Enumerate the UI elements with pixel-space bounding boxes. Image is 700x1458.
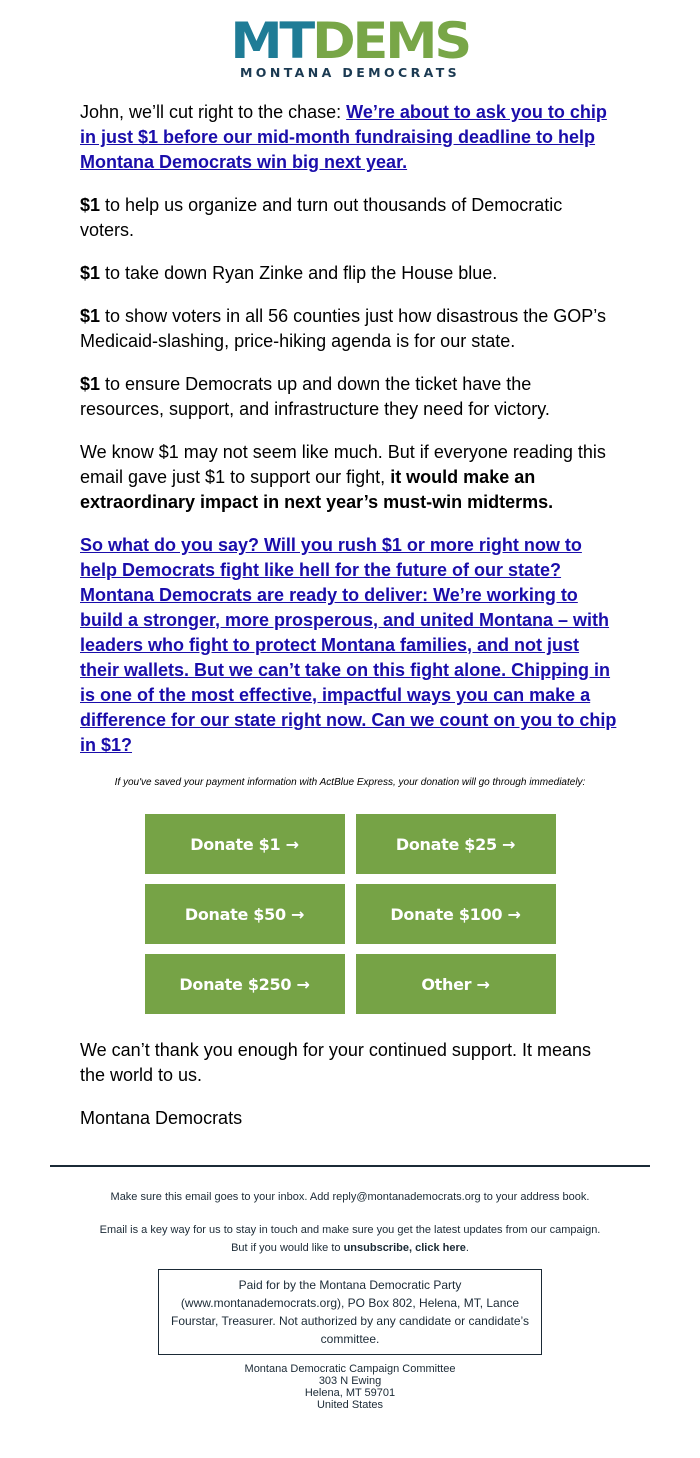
unsubscribe-link[interactable]: unsubscribe, click here bbox=[343, 1242, 466, 1254]
donate-25-button[interactable]: Donate $25 → bbox=[356, 814, 556, 874]
inbox-note: Make sure this email goes to your inbox. Add reply@montanademocrats.org to your address book. bbox=[110, 1191, 590, 1203]
cta-paragraph bbox=[80, 533, 620, 758]
paid-for-disclaimer: Paid for by the Montana Democratic Party (www.montanademocrats.org), PO Box 802, Helena, MT, Lance Fourstar, Treasurer. Not authorized by any candidate or candidate’s committee. bbox=[158, 1269, 542, 1355]
signature: Montana Democrats bbox=[80, 1108, 243, 1128]
donate-buttons bbox=[80, 814, 620, 1014]
cta-link[interactable]: So what do you say? Will you rush $1 or more right now to help Democrats fight like hell for the future of our state? Montana Democrats are ready to deliver: We’re working to build a stronger, more prosperous, and united Montana – with leaders who fight to protect Montana families, and not just their wallets. But we can’t take on this fight alone. Chipping in is one of the most effective, impactful ways you can make a difference for our state right now. Can we count on you to chip in $1? bbox=[80, 535, 617, 755]
list-item: $1 to show voters in all 56 counties just how disastrous the GOP’s Medicaid-slashing, price-hiking agenda is for our state. bbox=[80, 306, 606, 351]
list-item: $1 to help us organize and turn out thousands of Democratic voters. bbox=[80, 195, 563, 240]
donate-50-button[interactable]: Donate $50 → bbox=[145, 884, 345, 944]
logo-mt: MT bbox=[230, 12, 313, 70]
list-item: $1 to take down Ryan Zinke and flip the House blue. bbox=[80, 263, 498, 283]
mailing-address: Montana Democratic Campaign Committee 303 N Ewing Helena, MT 59701 United States bbox=[244, 1363, 456, 1411]
donate-250-button[interactable]: Donate $250 → bbox=[145, 954, 345, 1014]
impact-paragraph: We know $1 may not seem like much. But if everyone reading this email gave just $1 to support our fight, it would make an extraordinary impact in next year’s must-win midterms. bbox=[80, 442, 606, 512]
thanks-paragraph: We can’t thank you enough for your continued support. It means the world to us. bbox=[80, 1040, 591, 1085]
list-item: $1 to ensure Democrats up and down the ticket have the resources, support, and infrastructure they need for victory. bbox=[80, 374, 550, 419]
donate-1-button[interactable]: Donate $1 → bbox=[145, 814, 345, 874]
logo-subtitle: MONTANA DEMOCRATS bbox=[239, 65, 461, 80]
email-body bbox=[0, 90, 700, 1131]
donate-other-button[interactable]: Other → bbox=[356, 954, 556, 1014]
footer bbox=[0, 1167, 700, 1431]
email-note: Email is a key way for us to stay in touch and make sure you get the latest updates from our campaign. bbox=[99, 1224, 601, 1236]
donate-100-button[interactable]: Donate $100 → bbox=[356, 884, 556, 944]
intro-link[interactable]: We’re about to ask you to chip in just $1 before our mid-month fundraising deadline to help Montana Democrats win big next year. bbox=[80, 102, 607, 172]
actblue-express-note: If you've saved your payment information with ActBlue Express, your donation will go through immediately: bbox=[114, 777, 586, 788]
unsubscribe-line: But if you would like to unsubscribe, click here. bbox=[231, 1242, 469, 1254]
intro-paragraph: John, we’ll cut right to the chase: We’re about to ask you to chip in just $1 before our mid-month fundraising deadline to help Montana Democrats win big next year. bbox=[80, 102, 607, 172]
mtdems-logo bbox=[0, 0, 700, 90]
logo-dems: DEMS bbox=[312, 12, 470, 70]
